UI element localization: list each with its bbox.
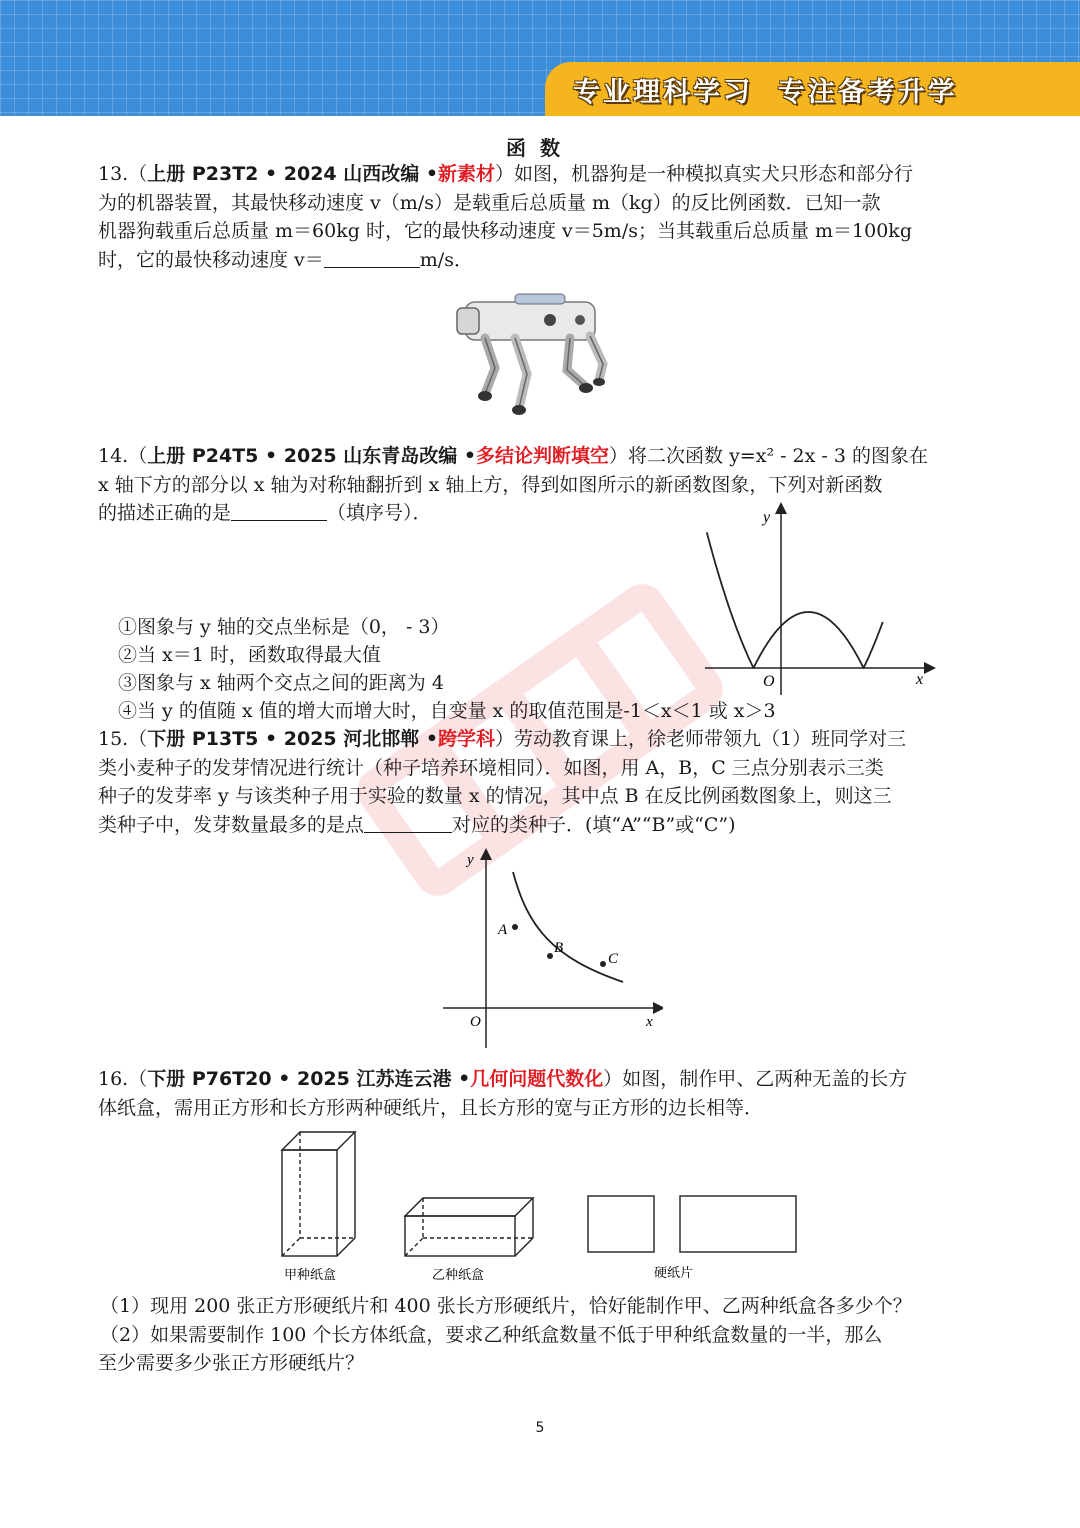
- inverse-curve: [513, 872, 623, 982]
- caption-box-a: 甲种纸盒: [284, 1267, 337, 1282]
- q14-line-1: 14.（上册 P24T5 • 2025 山东青岛改编 •多结论判断填空）将二次函数 y=x² - 2x - 3 的图象在: [98, 445, 928, 467]
- point-b: [547, 953, 553, 959]
- box-b-drawing: [405, 1198, 533, 1256]
- caption-box-b: 乙种纸盒: [432, 1267, 485, 1282]
- q15-answer-blank[interactable]: [364, 814, 452, 833]
- q16-part-2-line-2: 至少需要多少张正方形硬纸片？: [98, 1352, 365, 1375]
- page-number: 5: [535, 1420, 545, 1436]
- q16-boxes-figure: [270, 1128, 810, 1288]
- q13-line-4: 时，它的最快移动速度 v＝ m/s．: [98, 248, 473, 271]
- q15-line-2: 类小麦种子的发芽情况进行统计（种子培养环境相同）．如图，用 A，B，C 三点分别表示三类: [98, 756, 884, 779]
- q15-line-3: 种子的发芽率 y 与该类种子用于实验的数量 x 的情况，其中点 B 在反比例函数图象上，则这三: [98, 785, 892, 808]
- slogan-banner: [545, 62, 1080, 116]
- q14-option-4: ④当 y 的值随 x 值的增大而增大时，自变量 x 的取值范围是-1＜x＜1 或 x＞3: [118, 700, 776, 722]
- q15-tag: 跨学科: [438, 728, 496, 750]
- origin-label: O: [763, 673, 775, 690]
- q16-tag: 几何问题代数化: [470, 1068, 604, 1090]
- square-card: [588, 1196, 654, 1252]
- slogan-text: 专业理科学习 专注备考升学: [573, 76, 958, 108]
- q16-line-1: 16.（下册 P76T20 • 2025 江苏连云港 •几何问题代数化）如图，制作甲、乙两种无盖的长方: [98, 1068, 908, 1090]
- q13-line-2: 为的机器装置，其最快移动速度 v（m/s）是载重后总质量 m（kg）的反比例函数．已知一款: [98, 191, 881, 214]
- robot-dog-image: [455, 290, 625, 422]
- origin-label: O: [470, 1014, 481, 1030]
- q13-tag: 新素材: [438, 163, 496, 185]
- point-c-label: C: [608, 951, 619, 967]
- caption-cards: 硬纸片: [654, 1265, 694, 1280]
- point-a: [512, 924, 518, 930]
- q16-part-1: （1）现用 200 张正方形硬纸片和 400 张长方形硬纸片，恰好能制作甲、乙两种纸盒各多少个？: [100, 1295, 912, 1317]
- folded-parabola-curve: [707, 532, 883, 667]
- q13-line-1: 13.（上册 P23T2 • 2024 山西改编 •新素材）如图，机器狗是一种模拟真实犬只形态和部分行: [98, 163, 914, 185]
- q13-line-3: 机器狗载重后总质量 m＝60kg 时，它的最快移动速度 v＝5m/s；当其载重后总质量 m＝100kg: [98, 220, 912, 243]
- point-a-label: A: [498, 922, 508, 938]
- q14-option-3: ③图象与 x 轴两个交点之间的距离为 4: [118, 672, 444, 694]
- point-c: [600, 961, 606, 967]
- y-axis-label: y: [467, 852, 474, 868]
- point-b-label: B: [554, 940, 564, 956]
- q14-option-2: ②当 x＝1 时，函数取得最大值: [118, 644, 381, 666]
- q14-line-2: x 轴下方的部分以 x 轴为对称轴翻折到 x 轴上方，得到如图所示的新函数图象，下列对新函数: [98, 473, 883, 496]
- q15-inverse-function-graph: [443, 848, 663, 1048]
- page-header: [0, 0, 1080, 116]
- q14-function-graph: [705, 500, 945, 700]
- q15-line-1: 15.（下册 P13T5 • 2025 河北邯郸 •跨学科）劳动教育课上，徐老师带领九（1）班同学对三: [98, 728, 907, 750]
- q14-answer-blank[interactable]: [231, 502, 327, 521]
- q16-part-2-line-1: （2）如果需要制作 100 个长方体纸盒，要求乙种纸盒数量不低于甲种纸盒数量的一半，那么: [100, 1323, 883, 1346]
- q13-answer-blank[interactable]: [324, 249, 420, 268]
- x-axis-label: x: [916, 671, 924, 688]
- q16-line-2: 体纸盒，需用正方形和长方形两种硬纸片，且长方形的宽与正方形的边长相等．: [98, 1096, 764, 1119]
- q15-line-4: 类种子中，发芽数量最多的是点 对应的类种子．(填“A”“B”或“C”): [98, 813, 736, 836]
- box-a-drawing: [282, 1132, 355, 1256]
- section-title: 函数: [506, 136, 574, 160]
- y-axis-label: y: [763, 509, 771, 526]
- q14-option-1: ①图象与 y 轴的交点坐标是（0， - 3）: [118, 616, 450, 638]
- x-axis-label: x: [646, 1014, 653, 1030]
- rectangle-card: [680, 1196, 796, 1252]
- q14-line-3: 的描述正确的是 （填序号）．: [98, 502, 432, 525]
- q14-tag: 多结论判断填空: [476, 445, 610, 467]
